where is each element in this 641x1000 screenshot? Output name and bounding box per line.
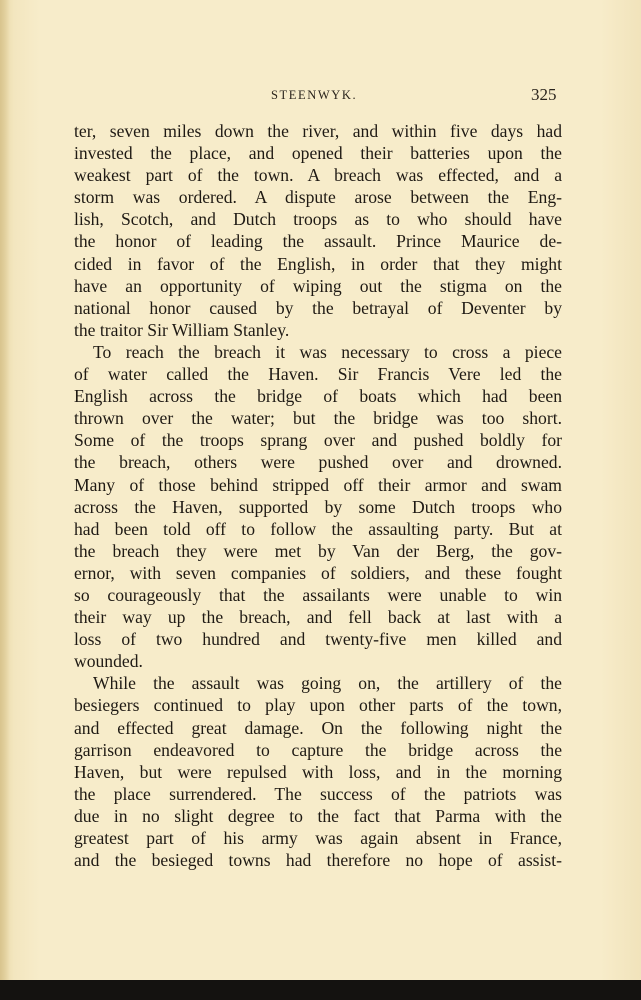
- text-line: had been told off to follow the assaulting party. But at: [74, 518, 562, 539]
- scan-bottom-edge: [0, 980, 641, 1000]
- text-line: lish, Scotch, and Dutch troops as to who should have: [74, 209, 562, 230]
- text-line: Many of those behind stripped off their armor and swam: [74, 474, 562, 495]
- text-line: across the Haven, supported by some Dutch troops who: [74, 496, 562, 517]
- text-line: invested the place, and opened their batteries upon the: [74, 143, 562, 164]
- text-line: loss of two hundred and twenty-five men killed and: [74, 629, 562, 650]
- text-line: To reach the breach it was necessary to cross a piece: [93, 341, 562, 362]
- text-line: the place surrendered. The success of the patriots was: [74, 783, 562, 804]
- text-line: national honor caused by the betrayal of Deventer by: [74, 297, 562, 318]
- text-line: weakest part of the town. A breach was effected, and a: [74, 165, 562, 186]
- text-line: storm was ordered. A dispute arose between the Eng-: [74, 187, 562, 208]
- text-line: their way up the breach, and fell back at last with a: [74, 607, 562, 628]
- text-line: due in no slight degree to the fact that Parma with the: [74, 805, 562, 826]
- text-line: the traitor Sir William Stanley.: [74, 319, 290, 340]
- text-line: Some of the troops sprang over and pushed boldly for: [74, 430, 562, 451]
- text-line: the breach, others were pushed over and drowned.: [74, 452, 562, 473]
- page-gutter-shadow: [0, 0, 10, 980]
- text-line: Haven, but were repulsed with loss, and in the morning: [74, 761, 562, 782]
- text-line: wounded.: [74, 651, 143, 672]
- text-line: the breach they were met by Van der Berg, the gov-: [74, 540, 562, 561]
- text-line: English across the bridge of boats which had been: [74, 386, 562, 407]
- text-line: cided in favor of the English, in order that they might: [74, 253, 562, 274]
- text-line: the honor of leading the assault. Prince Maurice de-: [74, 231, 562, 252]
- text-line: and the besieged towns had therefore no hope of assist-: [74, 850, 562, 871]
- text-line: have an opportunity of wiping out the stigma on the: [74, 275, 562, 296]
- page-number: 325: [531, 85, 557, 104]
- body-text: [74, 120, 562, 871]
- text-line: garrison endeavored to capture the bridge across the: [74, 739, 562, 760]
- running-title: STEENWYK.: [271, 88, 358, 102]
- text-line: so courageously that the assailants were unable to win: [74, 584, 562, 605]
- text-line: and effected great damage. On the following night the: [74, 717, 562, 738]
- text-line: of water called the Haven. Sir Francis Vere led the: [74, 364, 562, 385]
- running-head: [0, 85, 641, 108]
- text-line: ter, seven miles down the river, and within five days had: [74, 121, 562, 141]
- text-line: ernor, with seven companies of soldiers, and these fought: [74, 562, 562, 583]
- text-line: thrown over the water; but the bridge was too short.: [74, 408, 562, 429]
- text-line: besiegers continued to play upon other parts of the town,: [74, 695, 562, 716]
- text-line: greatest part of his army was again absent in France,: [74, 828, 562, 848]
- text-line: While the assault was going on, the artillery of the: [93, 673, 562, 694]
